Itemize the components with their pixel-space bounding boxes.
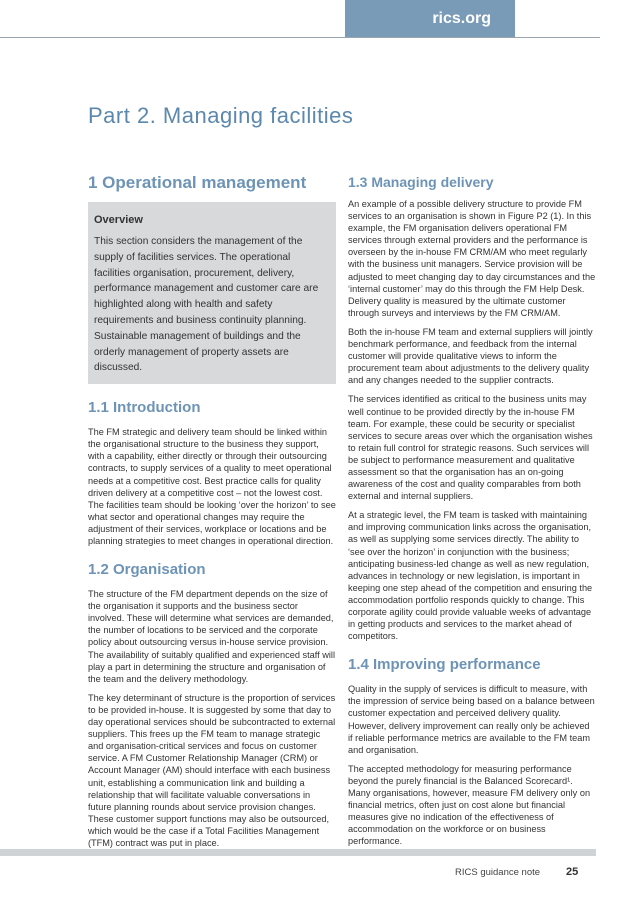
page-number: 25: [566, 866, 579, 878]
part-title: Part 2. Managing facilities: [88, 103, 354, 128]
overview-body: This section considers the management of the supply of facilities services. The operational facilities organisation, procurement, delivery, performance management and customer care are highlighted along with health and safety requirements and business continuity planning. Sustainable management of buildings and the orderly management of property assets are discussed.: [94, 236, 319, 374]
overview-box: [88, 202, 336, 384]
section-heading-organisation: 1.2 Organisation: [88, 561, 206, 579]
section-heading-operational-management: 1 Operational management: [88, 173, 307, 192]
organisation-paragraph-2: The key determinant of structure is the proportion of services to be provided in-house. It is suggested by some that day to day operational services should be subcontracted to external suppliers. This frees up the FM team to manage strategic and organisation-critical services and focus on customer service. A FM Customer Relationship Manager (CRM) or Account Manager (AM) should interface with each business unit, establishing a communication link and building a relationship that will facilitate valuable conversations in future planning rounds about service provision changes. These customer support functions may also be outsourced, which would be the case if a Total Facilities Management (TFM) contract was put in place.: [88, 692, 336, 848]
improving-performance-paragraph-1: Quality in the supply of services is difficult to measure, with the impression of service being based on a balance between customer expectation and perceived delivery quality. However, delivery improvement can really only be achieved if reliable performance metrics are available to the FM team and organisation.: [348, 684, 595, 755]
overview-title: Overview: [94, 214, 143, 226]
footer-label: RICS guidance note: [455, 867, 541, 878]
section-heading-improving-performance: 1.4 Improving performance: [348, 656, 541, 674]
managing-delivery-paragraph-1: An example of a possible delivery structure to provide FM services to an organisation is shown in Figure P2 (1). In this example, the FM organisation delivers operational FM services through external providers and the performance is overseen by the in-house FM CRM/AM who meet regularly with the business unit managers. Service provision will be adjusted to meet changing day to day circumstances and the ‘internal customer’ may do this through the FM Help Desk. Delivery quality is measured by the ultimate customer through surveys and interviews by the FM CRM/AM.: [348, 199, 596, 318]
managing-delivery-paragraph-2: Both the in-house FM team and external suppliers will jointly benchmark performance, and feedback from the internal customer will provide qualitative views to inform the procurement team about adjustments to the delivery quality and any changes needed to the supplier contracts.: [348, 326, 593, 386]
site-label: rics.org: [432, 10, 491, 27]
section-heading-managing-delivery: 1.3 Managing delivery: [348, 174, 494, 190]
footer-bar: [0, 849, 596, 856]
left-column: [88, 172, 336, 856]
right-column: [348, 172, 596, 855]
site-tab[interactable]: [345, 0, 515, 38]
improving-performance-paragraph-2: The accepted methodology for measuring performance beyond the purely financial is the Balanced Scorecard¹. Many organisations, however, measure FM delivery only on financial metrics, often just on cost alone but financial measures give no indication of the effectiveness of accommodation on the workforce or on business performance.: [348, 763, 591, 847]
managing-delivery-paragraph-3: The services identified as critical to the business units may well continue to be provided directly by the in-house FM team. For example, these could be security or specialist services to secure areas over which the organisation wishes to retain full control for strategic reasons. Such services will be subject to performance measurement and qualitative assessment so that the organisation has an on-going awareness of the cost and quality comparables from both external and internal suppliers.: [348, 394, 593, 502]
organisation-paragraph-1: The structure of the FM department depends on the size of the organisation it supports and the business sector involved. These will determine what services are demanded, the number of locations to be serviced and the corporate policy about outsourcing versus in-house service provision. The availability of suitably qualified and experienced staff will play a part in determining the structure and organisation of the team and the delivery methodology.: [88, 589, 336, 684]
header-rule: [0, 37, 600, 38]
introduction-paragraph: The FM strategic and delivery team should be linked within the organisational structure to the business they support, with a capability, either directly or through their outsourcing contracts, to supply services of a quality to meet operational needs at a competitive cost. Best practice calls for quality driven delivery at a competitive cost – not the lowest cost. The facilities team should be looking ‘over the horizon’ to see what sector and operational changes may require the adjustment of their services, workplace or locations and be planning strategies to meet changes in operational direction.: [88, 427, 336, 547]
managing-delivery-paragraph-4: At a strategic level, the FM team is tasked with maintaining and improving communication links across the organisation, as well as supplying some services directly. The ability to ‘see over the horizon’ in conjunction with the business; anticipating business-led change as well as new regulation, advances in technology or new legislation, is important in keeping one step ahead of the competition and ensuring the accommodation portfolio responds quickly to change. This corporate agility could provide valuable weeks of advantage in getting products and services to the market ahead of competitors.: [348, 510, 593, 642]
section-heading-introduction: 1.1 Introduction: [88, 399, 201, 417]
